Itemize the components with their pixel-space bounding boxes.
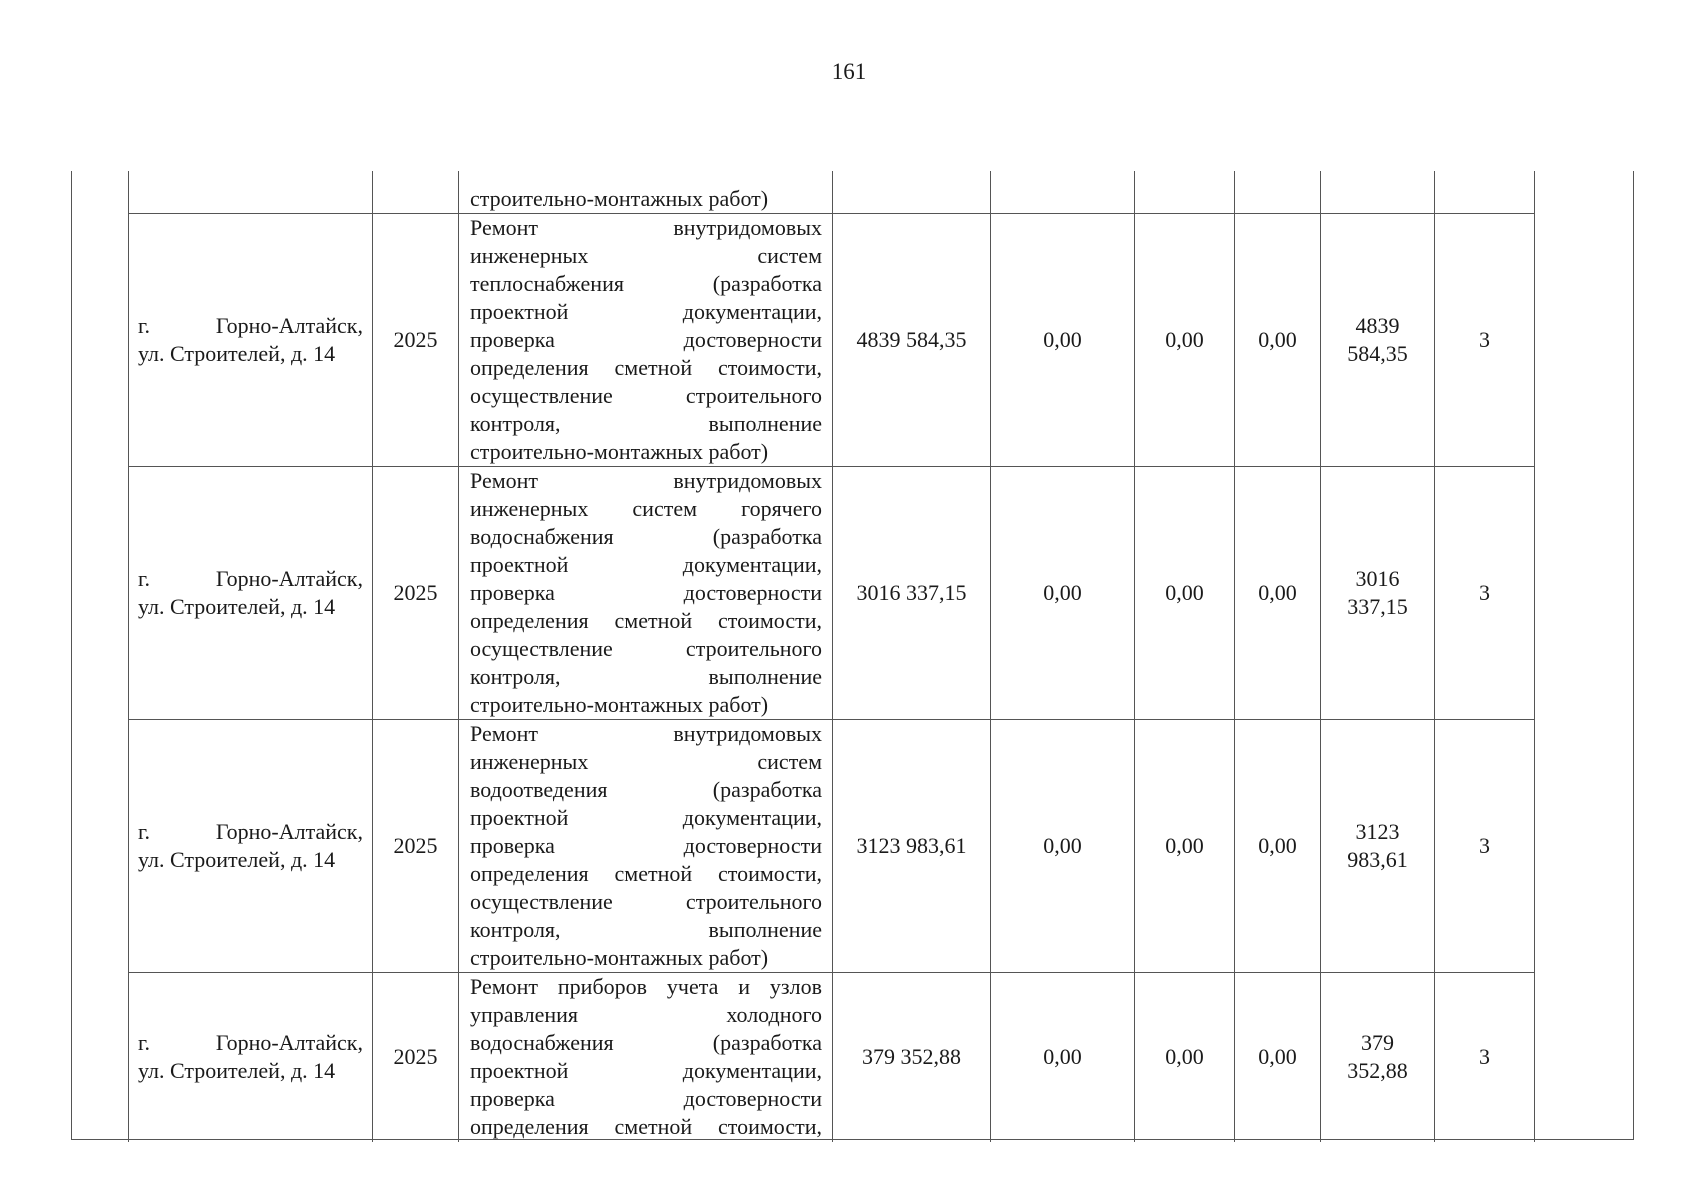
table-row bbox=[129, 466, 1535, 719]
code-cell: 3 bbox=[1435, 466, 1535, 719]
address-cell bbox=[129, 171, 373, 213]
year-cell: 2025 bbox=[373, 719, 459, 972]
code-cell: 3 bbox=[1435, 213, 1535, 466]
code-cell bbox=[1435, 171, 1535, 213]
total-cost-cell: 4839 584,35 bbox=[833, 213, 991, 466]
table-row bbox=[129, 972, 1535, 1142]
fund-c-cell bbox=[1235, 171, 1321, 213]
code-cell: 3 bbox=[1435, 972, 1535, 1142]
fund-a-cell: 0,00 bbox=[991, 719, 1135, 972]
address-cell: г. Горно-Алтайск, ул. Строителей, д. 14 bbox=[129, 719, 373, 972]
repair-program-table bbox=[128, 171, 1535, 1142]
total-cost-cell: 379 352,88 bbox=[833, 972, 991, 1142]
table-row bbox=[129, 719, 1535, 972]
work-description-cell: строительно-монтажных работ) bbox=[459, 171, 833, 213]
total-cost-cell bbox=[833, 171, 991, 213]
fund-b-cell: 0,00 bbox=[1135, 213, 1235, 466]
year-cell: 2025 bbox=[373, 466, 459, 719]
owners-funds-cell: 379 352,88 bbox=[1321, 972, 1435, 1142]
work-description-cell: Ремонт внутридомовых инженерных систем горячего водоснабжения (разработка проектной документации, проверка достоверности определения сметной стоимости, осуществление строительного контроля, выполнение строительно-монтажных работ) bbox=[459, 466, 833, 719]
fund-c-cell: 0,00 bbox=[1235, 466, 1321, 719]
fund-c-cell: 0,00 bbox=[1235, 213, 1321, 466]
fund-a-cell bbox=[991, 171, 1135, 213]
fund-b-cell: 0,00 bbox=[1135, 972, 1235, 1142]
address-cell: г. Горно-Алтайск, ул. Строителей, д. 14 bbox=[129, 213, 373, 466]
fund-b-cell: 0,00 bbox=[1135, 466, 1235, 719]
year-cell bbox=[373, 171, 459, 213]
code-cell: 3 bbox=[1435, 719, 1535, 972]
work-description-cell: Ремонт внутридомовых инженерных систем водоотведения (разработка проектной документации, проверка достоверности определения сметной стоимости, осуществление строительного контроля, выполнение строительно-монтажных работ) bbox=[459, 719, 833, 972]
total-cost-cell: 3123 983,61 bbox=[833, 719, 991, 972]
owners-funds-cell: 3123 983,61 bbox=[1321, 719, 1435, 972]
year-cell: 2025 bbox=[373, 213, 459, 466]
fund-b-cell: 0,00 bbox=[1135, 719, 1235, 972]
address-cell: г. Горно-Алтайск, ул. Строителей, д. 14 bbox=[129, 466, 373, 719]
fund-b-cell bbox=[1135, 171, 1235, 213]
page-number: 161 bbox=[831, 59, 867, 84]
fund-a-cell: 0,00 bbox=[991, 213, 1135, 466]
total-cost-cell: 3016 337,15 bbox=[833, 466, 991, 719]
work-description-cell: Ремонт внутридомовых инженерных систем теплоснабжения (разработка проектной документации, проверка достоверности определения сметной стоимости, осуществление строительного контроля, выполнение строительно-монтажных работ) bbox=[459, 213, 833, 466]
fund-a-cell: 0,00 bbox=[991, 972, 1135, 1142]
owners-funds-cell: 3016 337,15 bbox=[1321, 466, 1435, 719]
address-cell: г. Горно-Алтайск, ул. Строителей, д. 14 bbox=[129, 972, 373, 1142]
table-row-continued bbox=[129, 171, 1535, 213]
work-description-cell: Ремонт приборов учета и узлов управления холодного водоснабжения (разработка проектной документации, проверка достоверности определения сметной стоимости, bbox=[459, 972, 833, 1142]
year-cell: 2025 bbox=[373, 972, 459, 1142]
table-row bbox=[129, 213, 1535, 466]
fund-c-cell: 0,00 bbox=[1235, 719, 1321, 972]
fund-a-cell: 0,00 bbox=[991, 466, 1135, 719]
owners-funds-cell bbox=[1321, 171, 1435, 213]
fund-c-cell: 0,00 bbox=[1235, 972, 1321, 1142]
owners-funds-cell: 4839 584,35 bbox=[1321, 213, 1435, 466]
